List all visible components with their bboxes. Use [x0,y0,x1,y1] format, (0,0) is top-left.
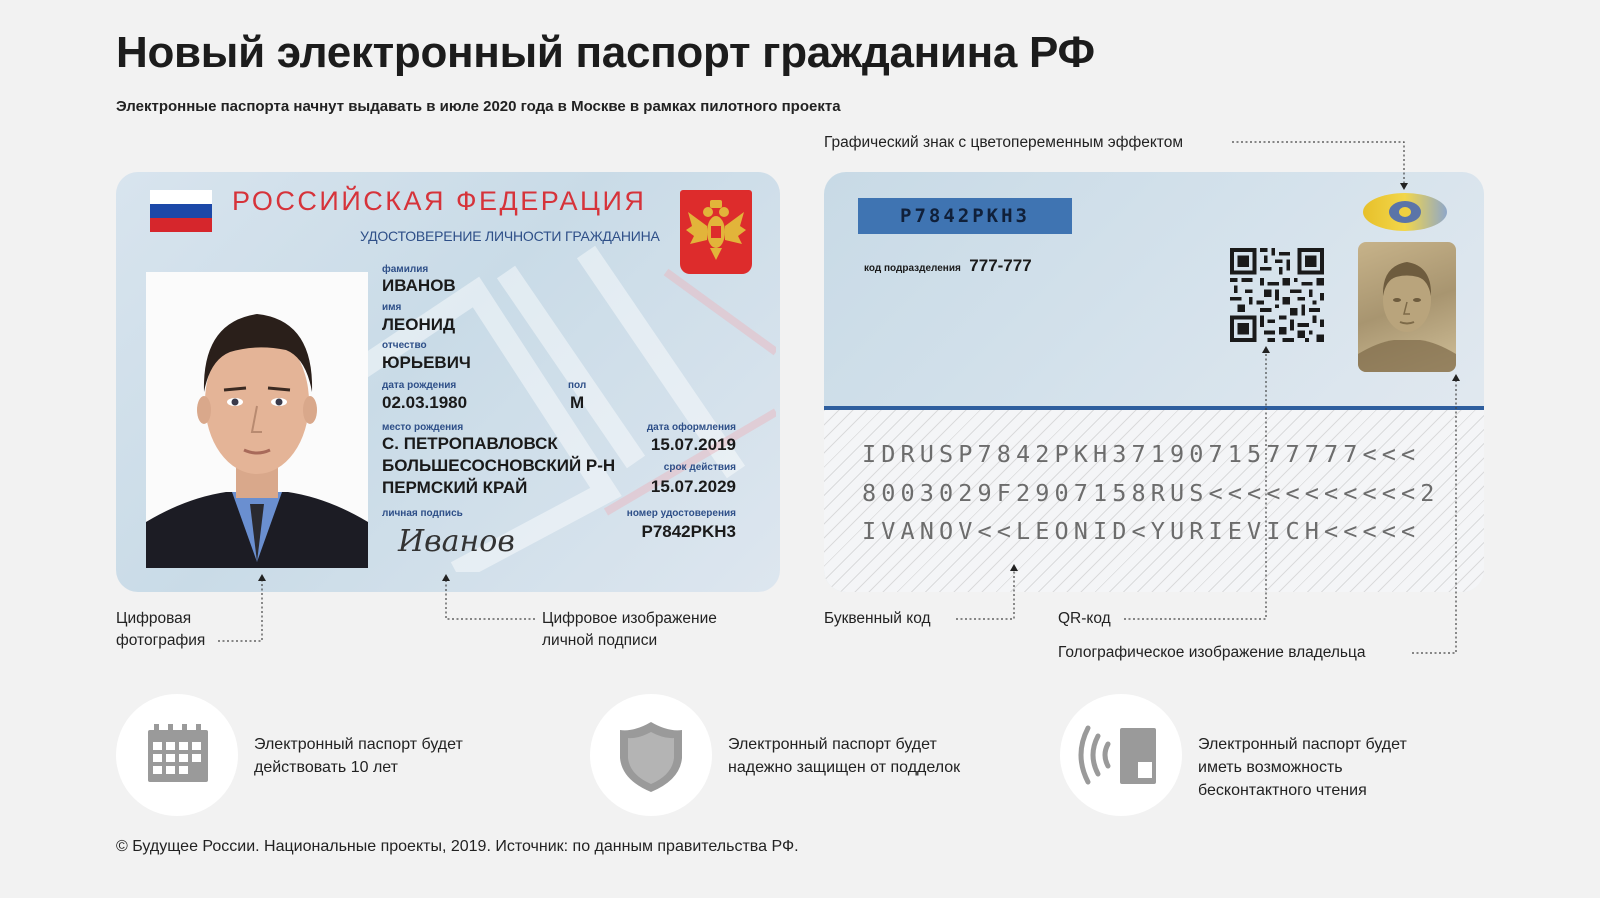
name-value: ЛЕОНИД [382,315,456,334]
callout-digital-photo-line-2: фотография [116,632,206,649]
feature-text-line: иметь возможность [1198,759,1343,776]
machine-readable-zone [824,410,1484,592]
holographic-portrait [1358,242,1456,372]
holographic-face-icon [1358,242,1456,372]
contactless-icon [1060,694,1182,816]
digital-photo [146,272,368,568]
id-card-front [116,172,780,592]
department-code-value: 777-777 [969,256,1032,275]
callout-graphic-sign: Графический знак с цветопеременным эффектом [824,134,1183,151]
name-label: имя [382,302,402,313]
feature-shield-circle [590,694,712,816]
page-title: Новый электронный паспорт гражданина РФ [116,28,1095,77]
document-number-label: номер удостоверения [626,508,736,519]
feature-text-contactless [1198,733,1407,802]
surname-label: фамилия [382,264,429,275]
callout-holographic-image: Голографическое изображение владельца [1058,644,1366,661]
document-number-value: P7842PKH3 [641,522,736,541]
qr-code-icon [1230,248,1324,342]
feature-text-line: надежно защищен от подделок [728,759,961,776]
department-code [864,256,1032,276]
signature-label: личная подпись [382,508,463,519]
department-code-label: код подразделения [864,263,961,274]
callout-digital-photo-line-1: Цифровая [116,610,192,627]
feature-text-line: действовать 10 лет [254,759,398,776]
russian-flag-icon [150,190,212,232]
feature-calendar-circle [116,694,238,816]
portrait-icon [146,272,368,568]
footer-source: © Будущее России. Национальные проекты, 2019. Источник: по данным правительства РФ. [116,838,799,855]
feature-text-protection [728,733,960,779]
calendar-icon [116,694,238,816]
sex-value: М [570,393,585,412]
id-card-back [824,172,1484,592]
feature-contactless-circle [1060,694,1182,816]
card-country: РОССИЙСКАЯ ФЕДЕРАЦИЯ [232,186,647,216]
patronymic-label: отчество [382,340,427,351]
birthplace-line-3: ПЕРМСКИЙ КРАЙ [382,478,528,497]
callout-qr-code: QR-код [1058,610,1111,627]
card-background-pattern [306,232,776,572]
birthplace-label: место рождения [382,422,464,433]
birth-date-label: дата рождения [382,380,457,391]
expiry-date-value: 15.07.2029 [650,477,736,496]
feature-text-validity [254,733,463,779]
callout-signature-line-2: личной подписи [542,632,658,649]
mrz-line-1: IDRUSP7842PKH3719071577777<<< [862,440,1421,468]
back-document-number: P7842PKH3 [858,198,1072,234]
coat-of-arms-icon [680,190,752,274]
birthplace-line-2: БОЛЬШЕСОСНОВСКИЙ Р-Н [382,456,616,475]
birthplace-line-1: С. ПЕТРОПАВЛОВСК [382,434,558,453]
patronymic-value: ЮРЬЕВИЧ [382,353,471,372]
issue-date-label: дата оформления [646,422,736,433]
birth-date-value: 02.03.1980 [382,393,468,412]
callout-signature-line-1: Цифровое изображение [542,610,717,627]
callout-letter-code: Буквенный код [824,610,931,627]
feature-text-line: Электронный паспорт будет [728,736,937,753]
surname-value: ИВАНОВ [382,276,456,295]
mrz-line-2: 8003029F2907158RUS<<<<<<<<<<<2 [862,479,1440,507]
color-shift-sign-icon [1362,192,1448,232]
mrz-line-3: IVANOV<<LEONID<YURIEVICH<<<<< [862,517,1421,545]
signature: Иванов [398,524,515,559]
card-document-type: УДОСТОВЕРЕНИЕ ЛИЧНОСТИ ГРАЖДАНИНА [360,228,660,244]
feature-text-line: бесконтактного чтения [1198,782,1367,799]
sex-label: пол [568,380,587,391]
shield-icon [590,694,712,816]
expiry-date-label: срок действия [663,462,736,473]
feature-text-line: Электронный паспорт будет [1198,736,1407,753]
feature-text-line: Электронный паспорт будет [254,736,463,753]
issue-date-value: 15.07.2019 [650,435,736,454]
page-subtitle: Электронные паспорта начнут выдавать в июле 2020 года в Москве в рамках пилотного проекта [116,98,841,115]
